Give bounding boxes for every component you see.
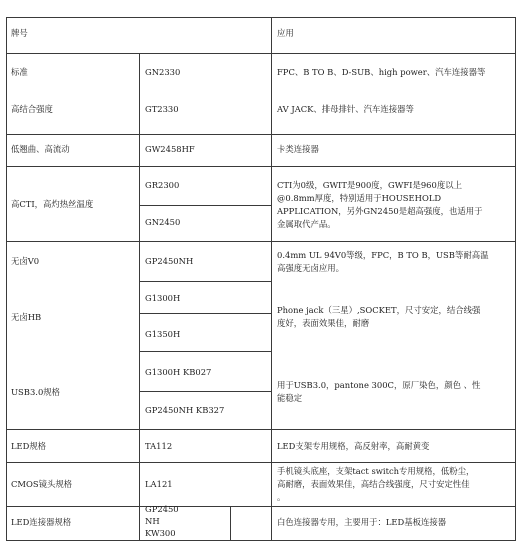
category-cell: USB3.0规格 (11, 387, 61, 397)
category-cell: 高结合强度 (11, 104, 53, 114)
column-divider-category (139, 53, 140, 541)
category-cell: LED连接器规格 (11, 517, 72, 527)
grade-cell: GT2330 (145, 104, 179, 114)
row-divider (6, 429, 516, 430)
application-cell: 卡类连接器 (277, 144, 319, 154)
row-divider (6, 53, 516, 54)
category-cell: 标准 (11, 67, 28, 77)
application-line: 用于USB3.0，pantone 300C，原厂染色，颜色 、性 (277, 380, 481, 390)
category-cell: 低翘曲、高流动 (11, 144, 70, 154)
row-divider (6, 506, 516, 507)
table-border-top (6, 17, 516, 18)
grade-cell: GN2330 (145, 67, 181, 77)
materials-table (6, 17, 516, 541)
grade-cell: LA121 (145, 479, 173, 489)
row-divider (6, 134, 516, 135)
grade-cell: GR2300 (145, 180, 180, 190)
application-line: 手机镜头底座，支架tact switch专用规格，低粉尘， (277, 466, 475, 476)
grade-cell: G1350H (145, 329, 181, 339)
grade-cell: GN2450 (145, 217, 181, 227)
application-line: 0.4mm UL 94V0等级，FPC，B TO B，USB等耐高温 (277, 250, 489, 260)
application-line: 高耐磨，表面效果佳，高结合线强度，尺寸安定性佳 (277, 479, 470, 489)
application-line: APPLICATION，另外GN2450是超高强度，也适用于 (277, 206, 483, 216)
application-line: Phone jack（三星）,SOCKET，尺寸安定，结合线强 (277, 305, 481, 315)
category-cell: 无卤V0 (11, 256, 40, 266)
grade-cell: GP2450NH KB327 (145, 405, 225, 415)
row-divider (139, 351, 272, 352)
application-line: @0.8mm厚度，特别适用于HOUSEHOLD (277, 193, 442, 203)
row-divider (6, 241, 516, 242)
category-cell: 高CTI，高灼热丝温度 (11, 199, 94, 209)
header-grade: 牌号 (11, 28, 28, 38)
application-cell: LED支架专用规格，高反射率，高耐黄变 (277, 441, 430, 451)
category-cell: 无卤HB (11, 312, 42, 322)
application-line: 金属取代产品。 (277, 219, 336, 229)
grade-line: GP2450 (145, 504, 179, 514)
row-divider (139, 391, 272, 392)
row-divider (6, 462, 516, 463)
grade-cell: G1300H (145, 293, 181, 303)
row-divider (139, 313, 272, 314)
application-line: 。 (277, 492, 286, 502)
application-cell: 白色连接器专用，主要用于：LED基板连接器 (277, 517, 447, 527)
grade-cell: GW2458HF (145, 144, 195, 154)
category-cell: CMOS镜头规格 (11, 479, 73, 489)
grade-cell: G1300H KB027 (145, 367, 212, 377)
category-cell: LED规格 (11, 441, 47, 451)
grade-cell: TA112 (145, 441, 173, 451)
application-line: 度好，表面效果佳，耐磨 (277, 318, 370, 328)
application-line: 高强度无卤应用。 (277, 263, 344, 273)
row-divider (139, 281, 272, 282)
row-divider (139, 205, 272, 206)
application-cell: FPC、B TO B、D-SUB、high power、汽车连接器等 (277, 67, 486, 77)
grade-line: KW300 (145, 528, 176, 538)
application-line: 能稳定 (277, 393, 303, 403)
table-border-bottom (6, 540, 516, 541)
column-divider-subgrade (230, 506, 231, 541)
application-cell: AV JACK、排母排针、汽车连接器等 (277, 104, 414, 114)
grade-cell: GP2450NH (145, 256, 194, 266)
application-line: CTI为0级，GWIT是900度，GWFI是960度以上 (277, 180, 462, 190)
grade-line: NH (145, 516, 160, 526)
header-application: 应用 (277, 28, 294, 38)
row-divider (6, 166, 516, 167)
